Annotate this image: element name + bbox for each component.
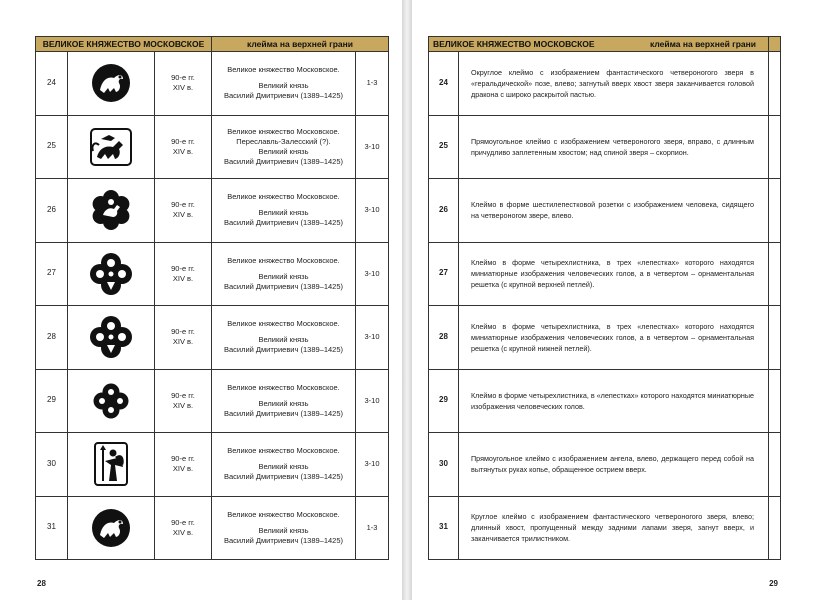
date-line: 90-е гг.	[171, 327, 195, 337]
quatrefoil-stamp-icon	[71, 252, 151, 296]
date-line: XIV в.	[172, 146, 194, 156]
attribution-line: Великий князь	[258, 525, 309, 535]
attribution-line: Великое княжество Московское.	[227, 255, 340, 265]
description-cell: Клеймо в форме четырехлистника, в трех «лепестках» которого находятся миниатюрные изображения человеческих голов, а в четвертом – орнаментальная решетка (с крупной нижней петлей).	[459, 306, 769, 370]
row-number: 25	[429, 115, 459, 179]
date-line: XIV в.	[172, 464, 194, 474]
stamp-image	[68, 496, 155, 560]
table-row	[429, 242, 781, 306]
row-number: 28	[429, 306, 459, 370]
page-number: 28	[37, 579, 46, 588]
row-number: 29	[36, 369, 68, 433]
date-cell	[155, 242, 212, 306]
beast-round-stamp-icon	[71, 62, 151, 104]
attribution-cell	[212, 242, 356, 306]
range-cell: 1-3	[356, 496, 389, 560]
empty-cell	[769, 496, 781, 560]
row-number: 28	[36, 306, 68, 370]
attribution-line: Великий князь	[258, 335, 309, 345]
attribution-line: Василий Дмитриевич (1389–1425)	[223, 91, 344, 101]
quatrefoil-small-stamp-icon	[71, 382, 151, 420]
header-end-cell	[769, 37, 781, 52]
header-title-text: ВЕЛИКОЕ КНЯЖЕСТВО МОСКОВСКОЕ	[433, 39, 595, 49]
angel-rect-stamp-icon	[71, 441, 151, 487]
left-page	[0, 0, 402, 600]
range-cell: 3-10	[356, 369, 389, 433]
row-number: 26	[36, 179, 68, 243]
date-cell	[155, 115, 212, 179]
empty-cell	[769, 115, 781, 179]
date-line: 90-е гг.	[171, 454, 195, 464]
attribution-cell	[212, 179, 356, 243]
description-cell: Прямоугольное клеймо с изображением четвероногого зверя, вправо, с длинным причудливо заплетенным хвостом; над спиной зверя – скорпион.	[459, 115, 769, 179]
attribution-line: Великое княжество Московское.	[227, 446, 340, 456]
date-line: 90-е гг.	[171, 200, 195, 210]
table-row	[36, 496, 389, 560]
date-cell	[155, 496, 212, 560]
range-cell: 3-10	[356, 179, 389, 243]
date-cell	[155, 433, 212, 497]
attribution-cell	[212, 433, 356, 497]
description-cell: Клеймо в форме четырехлистника, в трех «лепестках» которого находятся миниатюрные изображения человеческих голов, а в четвертом – орнаментальная решетка (с крупной верхней петлей).	[459, 242, 769, 306]
range-cell: 3-10	[356, 306, 389, 370]
date-line: 90-е гг.	[171, 136, 195, 146]
stamp-image	[68, 179, 155, 243]
table-row	[429, 52, 781, 116]
attribution-cell	[212, 52, 356, 116]
stamp-image	[68, 242, 155, 306]
attribution-line: Великий князь	[258, 208, 309, 218]
header-title	[429, 37, 769, 52]
row-number: 25	[36, 115, 68, 179]
date-line: 90-е гг.	[171, 390, 195, 400]
date-cell	[155, 306, 212, 370]
description-cell: Прямоугольное клеймо с изображением ангела, влево, держащего перед собой на вытянутых руках копье, обращенное острием вверх.	[459, 433, 769, 497]
header-subtitle: клейма на верхней грани	[212, 37, 389, 52]
attribution-line: Великое княжество Московское.	[227, 319, 340, 329]
range-cell: 3-10	[356, 433, 389, 497]
date-line: 90-е гг.	[171, 517, 195, 527]
table-row	[36, 179, 389, 243]
date-line: XIV в.	[172, 337, 194, 347]
attribution-cell	[212, 306, 356, 370]
date-line: XIV в.	[172, 83, 194, 93]
table-row	[36, 369, 389, 433]
attribution-line: Великий князь	[258, 398, 309, 408]
date-line: XIV в.	[172, 273, 194, 283]
rosette-stamp-icon	[71, 189, 151, 231]
right-page	[412, 0, 814, 600]
row-number: 27	[429, 242, 459, 306]
attribution-line: Великое княжество Московское.	[227, 126, 340, 136]
attribution-line: Василий Дмитриевич (1389–1425)	[223, 472, 344, 482]
attribution-cell	[212, 369, 356, 433]
date-cell	[155, 369, 212, 433]
attribution-line: Василий Дмитриевич (1389–1425)	[223, 281, 344, 291]
date-cell	[155, 179, 212, 243]
range-cell: 3-10	[356, 115, 389, 179]
table-row	[36, 115, 389, 179]
table-row	[429, 496, 781, 560]
attribution-line: Василий Дмитриевич (1389–1425)	[223, 408, 344, 418]
row-number: 29	[429, 369, 459, 433]
stamp-image	[68, 52, 155, 116]
table-row	[36, 433, 389, 497]
attribution-line: Великое княжество Московское.	[227, 65, 340, 75]
attribution-cell	[212, 496, 356, 560]
description-cell: Округлое клеймо с изображением фантастического четвероногого зверя в «геральдической» позе, влево; загнутый вверх хвост зверя заканчивается головой дракона с широко раскрытой пастью.	[459, 52, 769, 116]
row-number: 24	[36, 52, 68, 116]
row-number: 31	[36, 496, 68, 560]
attribution-cell	[212, 115, 356, 179]
row-number: 30	[429, 433, 459, 497]
attribution-line: Великий князь	[258, 146, 309, 156]
date-line: 90-е гг.	[171, 263, 195, 273]
attribution-line: Василий Дмитриевич (1389–1425)	[223, 218, 344, 228]
beast-round-stamp-icon	[71, 507, 151, 549]
quatrefoil-stamp-icon	[71, 315, 151, 359]
attribution-line: Василий Дмитриевич (1389–1425)	[223, 156, 344, 166]
description-cell: Клеймо в форме шестилепестковой розетки с изображением человека, сидящего на четвероногом звере, влево.	[459, 179, 769, 243]
row-number: 24	[429, 52, 459, 116]
date-line: 90-е гг.	[171, 73, 195, 83]
description-cell: Круглое клеймо с изображением фантастического четвероногого зверя, влево; длинный хвост, пропущенный между задними лапами зверя, загнут вверх, и заканчивается трилистником.	[459, 496, 769, 560]
attribution-line: Переславль-Залесский (?).	[236, 136, 331, 146]
date-line: XIV в.	[172, 527, 194, 537]
table-row	[36, 242, 389, 306]
stamp-image	[68, 433, 155, 497]
attribution-line: Василий Дмитриевич (1389–1425)	[223, 345, 344, 355]
right-description-table	[428, 36, 781, 560]
attribution-line: Великое княжество Московское.	[227, 192, 340, 202]
date-cell	[155, 52, 212, 116]
row-number: 31	[429, 496, 459, 560]
empty-cell	[769, 242, 781, 306]
table-row	[429, 433, 781, 497]
row-number: 26	[429, 179, 459, 243]
table-row	[429, 369, 781, 433]
table-row	[429, 179, 781, 243]
date-line: XIV в.	[172, 210, 194, 220]
stamp-image	[68, 369, 155, 433]
attribution-line: Великий князь	[258, 81, 309, 91]
row-number: 30	[36, 433, 68, 497]
attribution-line: Великое княжество Московское.	[227, 382, 340, 392]
table-row	[429, 306, 781, 370]
table-row	[36, 306, 389, 370]
range-cell: 1-3	[356, 52, 389, 116]
stamp-image	[68, 306, 155, 370]
empty-cell	[769, 306, 781, 370]
book-gutter	[402, 0, 412, 600]
empty-cell	[769, 433, 781, 497]
range-cell: 3-10	[356, 242, 389, 306]
left-stamp-table	[35, 36, 389, 560]
table-row	[36, 52, 389, 116]
attribution-line: Великий князь	[258, 271, 309, 281]
header-subtitle-text: клейма на верхней грани	[649, 39, 756, 49]
description-cell: Клеймо в форме четырехлистника, в «лепестках» которого находятся миниатюрные изображения человеческих голов.	[459, 369, 769, 433]
attribution-line: Великий князь	[258, 462, 309, 472]
header-title: ВЕЛИКОЕ КНЯЖЕСТВО МОСКОВСКОЕ	[36, 37, 212, 52]
empty-cell	[769, 179, 781, 243]
empty-cell	[769, 369, 781, 433]
attribution-line: Великое княжество Московское.	[227, 509, 340, 519]
table-row	[429, 115, 781, 179]
beast-rect-stamp-icon	[71, 127, 151, 167]
stamp-image	[68, 115, 155, 179]
row-number: 27	[36, 242, 68, 306]
empty-cell	[769, 52, 781, 116]
attribution-line: Василий Дмитриевич (1389–1425)	[223, 535, 344, 545]
date-line: XIV в.	[172, 400, 194, 410]
page-number: 29	[769, 579, 778, 588]
